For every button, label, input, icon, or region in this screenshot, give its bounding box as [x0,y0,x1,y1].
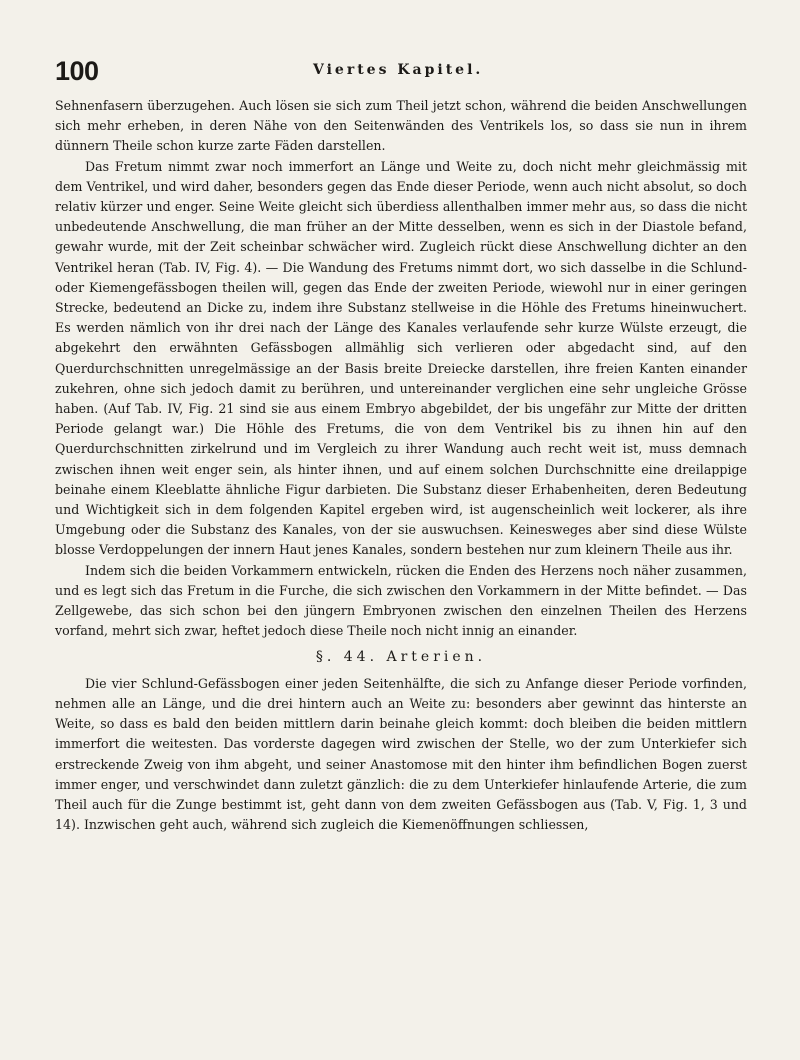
page-header [55,56,755,92]
paragraph: Die vier Schlund-Gefässbogen einer jeden Seitenhälfte, die sich zu Anfange dieser Periode vorfinden, nehmen alle an Länge, und die drei hintern auch an Weite zu: besonders aber gewinnt das hinterste an Weite, so dass es bald den beiden mittlern darin beinahe gleich kommt: doch bleiben die beiden mittlern immerfort die weitesten. Das vorderste dagegen wird zwischen der Stelle, wo der zum Unterkiefer sich erstreckende Zweig von ihm abgeht, und seiner Anastomose mit den hinter ihm befindlichen Bogen zuerst immer enger, und verschwindet dann zuletzt gänzlich: die zu dem Unterkiefer hinlaufende Arterie, die zum Theil auch für die Zunge bestimmt ist, geht dann von dem zweiten Gefässbogen aus (Tab. V, Fig. 1, 3 und 14). Inzwischen geht auch, während sich zugleich die Kiemenöffnungen schliessen, [55,675,747,833]
paragraph: Indem sich die beiden Vorkammern entwickeln, rücken die Enden des Herzens noch näher zusammen, und es legt sich das Fretum in die Furche, die sich zwischen den Vorkammern in der Mitte befindet. — Das Zellgewebe, das sich schon bei den jüngern Embryonen zwischen den einzelnen Theilen des Herzens vorfand, mehrt sich zwar, heftet jedoch diese Theile noch nicht innig an einander. [55,562,747,639]
paragraph: Das Fretum nimmt zwar noch immerfort an Länge und Weite zu, doch nicht mehr gleichmässig mit dem Ventrikel, und wird daher, besonders gegen das Ende dieser Periode, wenn auch nicht absolut, so doch relativ kürzer und enger. Seine Weite gleicht sich überdiess allenthalben immer mehr aus, so dass die nicht unbedeutende Anschwellung, die man früher an der Mitte desselben, wenn es sich in der Diastole befand, gewahr wurde, mit der Zeit scheinbar schwächer wird. Zugleich rückt diese Anschwellung dichter an den Ventrikel heran (Tab. IV, Fig. 4). — Die Wandung des Fretums nimmt dort, wo sich dasselbe in die Schlund- oder Kiemengefässbogen theilen will, gegen das Ende der zweiten Periode, wiewohl nur in einer geringen Strecke, bedeutend an Dicke zu, indem ihre Substanz stellweise in die Höhle des Fretums hineinwuchert. Es werden nämlich von ihr drei nach der Länge des Kanales verlaufende sehr kurze Wülste erzeugt, die abgekehrt den erwähnten Gefässbogen allmählig sich verlieren oder abgedacht sind, auf den Querdurchschnitten unregelmässige an der Basis breite Dreiecke darstellen, ihre freien Kanten einander zukehren, ohne sich jedoch damit zu berühren, und untereinander verglichen eine sehr ungleiche Grösse haben. (Auf Tab. IV, Fig. 21 sind sie aus einem Embryo abgebildet, der bis ungefähr zur Mitte der dritten Periode gelangt war.) Die Höhle des Fretums, die von dem Ventrikel bis zu ihnen hin auf den Querdurchschnitten zirkelrund und im Vergleich zu ihrer Wandung auch recht weit ist, muss demnach zwischen ihnen weit enger sein, als hinter ihnen, und auf einem solchen Durchschnitte eine dreilappige beinahe einem Kleeblatte ähnliche Figur darbieten. Die Substanz dieser Erhabenheiten, deren Bedeutung und Wichtigkeit sich in dem folgenden Kapitel ergeben wird, ist augenscheinlich weit lockerer, als ihre Umgebung oder die Substanz des Kanales, von der sie auswuchsen. Keinesweges aber sind diese Wülste blosse Verdoppelungen der innern Haut jenes Kanales, sondern bestehen nur zum kleinern Theile aus ihr. [55,158,747,558]
body-text [55,96,747,835]
section-heading: §. 44. Arterien. [315,649,487,666]
running-head: Viertes Kapitel. [313,62,484,78]
paragraph: Sehnenfasern überzugehen. Auch lösen sie sich zum Theil jetzt schon, während die beiden Anschwellungen sich mehr erheben, in deren Nähe von den Seitenwänden des Ventrikels los, so dass sie nun in ihrem dünnern Theile schon kurze zarte Fäden darstellen. [55,98,747,154]
page-number: 100 [55,56,99,86]
